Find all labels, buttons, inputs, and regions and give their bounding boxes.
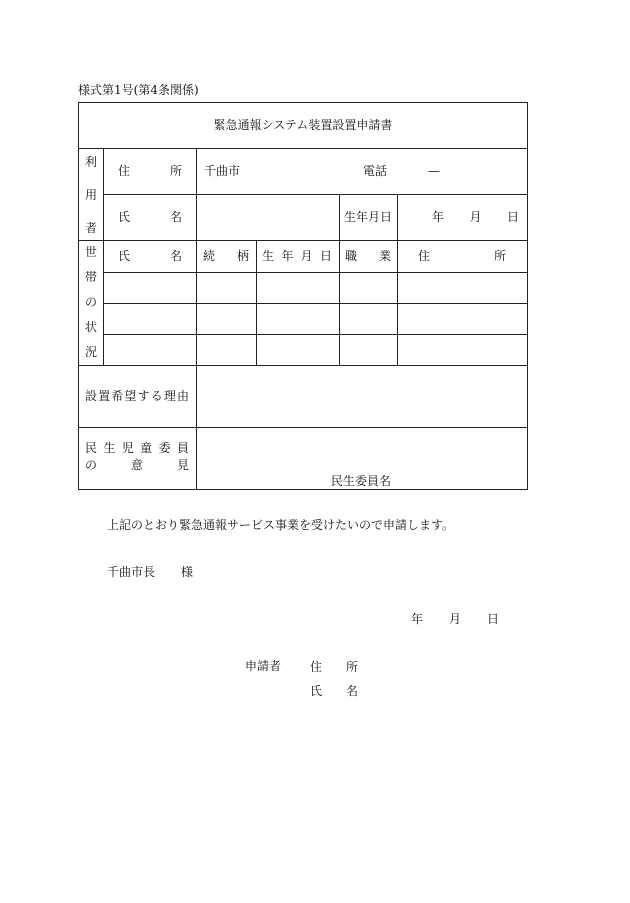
applicant-address-label: 住 所 — [310, 660, 358, 674]
form-number-label: 様式第1号(第4条関係) — [78, 83, 199, 97]
table-border-left — [78, 102, 79, 490]
table-border-bottom — [78, 489, 528, 490]
table-line — [339, 240, 340, 365]
table-line — [103, 334, 528, 335]
addressee-mayor: 千曲市長 — [107, 565, 156, 579]
household-side-label: 世 帯 の 状 況 — [84, 245, 97, 359]
application-statement: 上記のとおり緊急通報サービス事業を受けたいので申請します。 — [107, 518, 455, 532]
application-date: 年 月 日 — [411, 612, 499, 626]
table-border-right — [527, 102, 528, 490]
table-line — [103, 303, 528, 304]
user-name-field[interactable] — [197, 194, 339, 240]
phone-dash: — — [428, 164, 440, 178]
table-line — [397, 194, 398, 240]
phone-label: 電話 — [363, 164, 388, 178]
reason-field[interactable] — [197, 366, 527, 427]
user-birthdate-value[interactable]: 年 月 日 — [432, 210, 519, 224]
table-line — [103, 148, 104, 365]
household-address-header: 住 所 — [418, 249, 506, 263]
user-name-label: 氏 名 — [118, 210, 182, 224]
applicant-label: 申請者 — [245, 659, 282, 673]
table-line — [103, 272, 528, 273]
table-line — [397, 240, 398, 365]
welfare-commissioner-name-label: 民生委員名 — [331, 474, 392, 488]
household-occupation-header: 職 業 — [345, 249, 391, 263]
user-address-label: 住 所 — [118, 164, 182, 178]
applicant-name-label: 氏 名 — [310, 684, 358, 698]
table-line — [78, 427, 528, 428]
reason-label: 設 置 希 望 す る 理 由 — [85, 389, 189, 403]
welfare-label-line1: 民 生 児 童 委 員 — [85, 441, 189, 455]
household-birthdate-header: 生 年 月 日 — [262, 249, 332, 263]
user-side-label: 利 用 者 — [84, 155, 97, 235]
household-relation-header: 続 柄 — [203, 249, 249, 263]
user-address-value: 千曲市 — [204, 164, 241, 178]
welfare-label-line2: の 意 見 — [85, 458, 189, 472]
user-birthdate-label: 生年月日 — [343, 210, 392, 224]
form-title: 緊急通報システム装置設置申請書 — [213, 118, 393, 132]
household-name-header: 氏 名 — [118, 249, 182, 263]
table-line — [256, 240, 257, 365]
addressee-honorific: 様 — [181, 565, 194, 579]
